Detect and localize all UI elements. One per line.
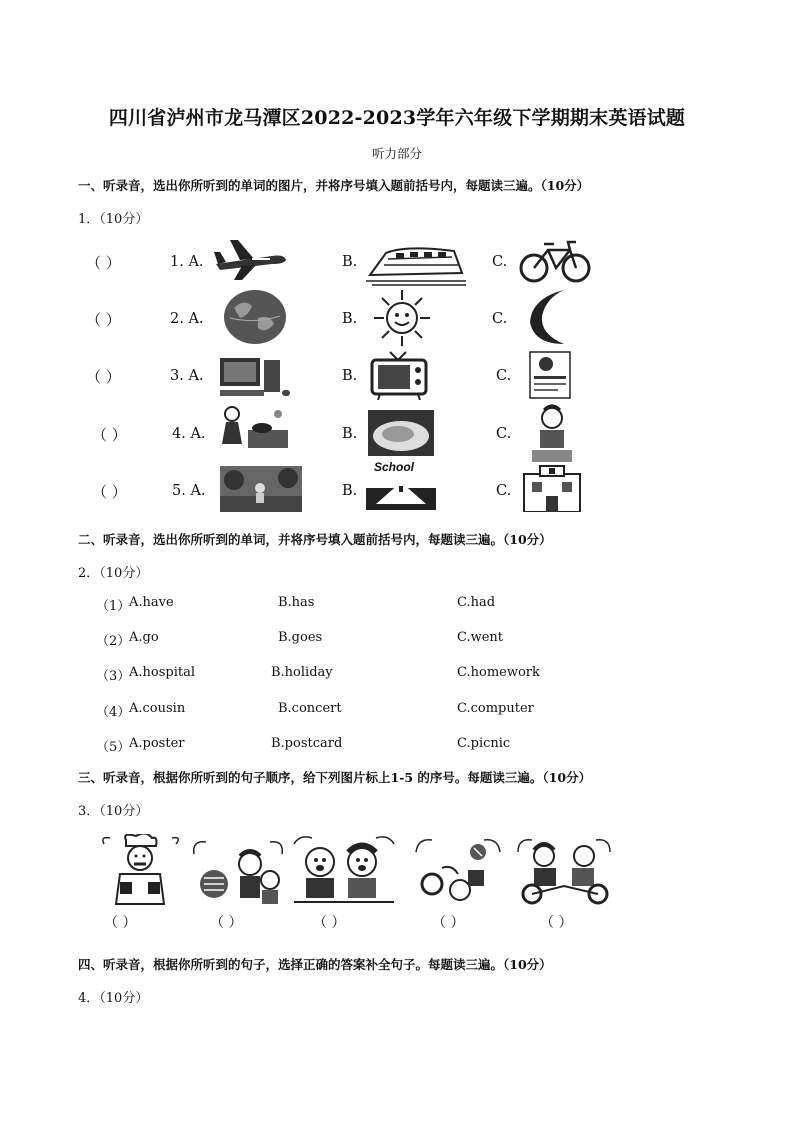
order-blank-2[interactable]: （ ） [210,915,243,931]
boys-riding-cartoon-icon [514,834,614,906]
choice-a[interactable]: A.poster [129,736,185,751]
option-c-label: C. [496,368,512,384]
choice-c[interactable]: C.had [457,595,496,610]
earth-icon [222,288,288,346]
choice-b[interactable]: B.holiday [271,665,333,680]
choice-c[interactable]: C.homework [457,665,540,680]
option-c-label: C. [492,311,508,327]
school-sign-text: School [374,460,415,474]
boys-food-cartoon-icon [190,834,286,906]
option-c-label: C. [496,483,512,499]
train-icon [366,237,468,287]
option-a-label: 1. A. [170,254,204,270]
choice-a[interactable]: A.hospital [129,665,196,680]
item-number: （1） [96,599,131,614]
choice-b[interactable]: B.concert [278,701,342,716]
option-b-label: B. [342,368,358,384]
option-b-label: B. [342,254,358,270]
choice-a[interactable]: A.go [129,630,159,645]
reading-icon [526,404,576,464]
choice-a[interactable]: A.cousin [129,701,186,716]
bike-fall-cartoon-icon [412,834,504,906]
hospital-icon [522,464,582,512]
option-a-label: 3. A. [170,368,204,384]
tv-icon [368,350,430,400]
newspaper-icon [528,350,572,400]
order-blank-3[interactable]: （ ） [313,915,346,931]
option-c-label: C. [492,254,508,270]
answer-blank-3[interactable]: （ ） [86,368,121,386]
food-icon [368,410,434,456]
item-number: （2） [96,634,131,649]
question2-number: 2．（10分） [78,566,149,581]
choice-b[interactable]: B.has [278,595,315,610]
choice-a[interactable]: A.have [129,595,174,610]
question4-number: 4．（10分） [78,991,149,1006]
chef-cartoon-icon [96,834,184,906]
option-b-label: B. [342,311,358,327]
section1-heading: 一、听录音，选出你所听到的单词的图片，并将序号填入题前括号内，每题读三遍。（10分） [78,178,590,193]
page-subtitle: 听力部分 [371,146,422,161]
cooking-icon [218,404,292,454]
answer-blank-4[interactable]: （ ） [92,426,127,444]
section2-heading: 二、听录音，选出你所听到的单词，并将序号填入题前括号内，每题读三遍。（10分） [78,532,552,547]
option-a-label: 5. A. [172,483,206,499]
computer-icon [218,356,292,400]
item-number: （4） [96,705,131,720]
choice-c[interactable]: C.went [457,630,504,645]
section4-heading: 四、听录音，根据你所听到的句子，选择正确的答案补全句子。每题读三遍。（10分） [78,957,552,972]
airplane-icon [212,234,290,282]
choice-c[interactable]: C.computer [457,701,534,716]
section3-heading: 三、听录音，根据你所听到的句子顺序，给下列图片标上1-5 的序号。每题读三遍。（10分） [78,770,592,785]
item-number: （5） [96,740,131,755]
order-blank-1[interactable]: （ ） [104,915,137,931]
school-icon [366,460,436,512]
bicycle-icon [518,236,592,284]
item-number: （3） [96,669,131,684]
moon-icon [524,288,576,346]
choice-c[interactable]: C.picnic [457,736,511,751]
order-blank-5[interactable]: （ ） [540,915,573,931]
answer-blank-1[interactable]: （ ） [86,254,121,272]
option-a-label: 2. A. [170,311,204,327]
question3-number: 3．（10分） [78,804,149,819]
option-b-label: B. [342,483,358,499]
option-b-label: B. [342,426,358,442]
question1-number: 1．（10分） [78,212,149,227]
park-icon [220,466,302,512]
order-blank-4[interactable]: （ ） [432,915,465,931]
answer-blank-2[interactable]: （ ） [86,311,121,329]
option-a-label: 4. A. [172,426,206,442]
answer-blank-5[interactable]: （ ） [92,483,127,501]
sun-icon [372,288,432,348]
boys-scared-cartoon-icon [290,832,398,908]
choice-b[interactable]: B.postcard [271,736,343,751]
choice-b[interactable]: B.goes [278,630,323,645]
page-title: 四川省泸州市龙马潭区2022-2023学年六年级下学期期末英语试题 [108,107,686,129]
option-c-label: C. [496,426,512,442]
